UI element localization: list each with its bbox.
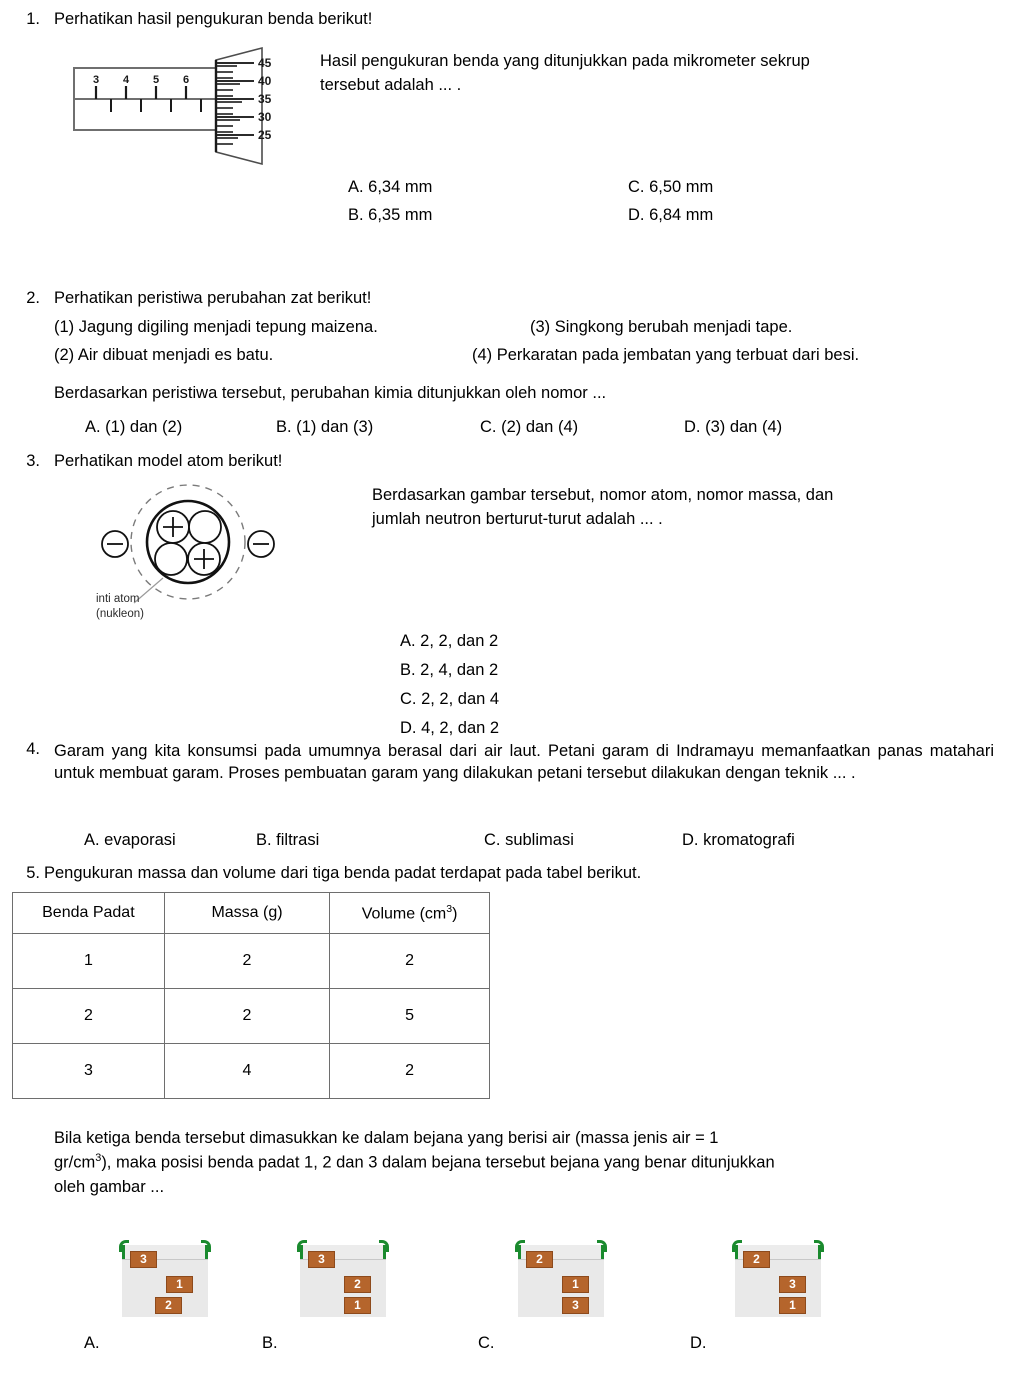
table-header-volume-close: ) [452, 905, 458, 923]
question-1-option-b[interactable]: B. 6,35 mm [348, 206, 433, 224]
beaker-lip-right [379, 1240, 389, 1252]
paragraph-rest: ), maka posisi benda padat 1, 2 dan 3 dalam bejana tersebut bejana yang benar ditunjukkan [101, 1153, 775, 1172]
question-2-item-2: (2) Air dibuat menjadi es batu. [54, 346, 274, 364]
question-1-option-c[interactable]: C. 6,50 mm [628, 178, 714, 196]
question-5-stem: Pengukuran massa dan volume dari tiga benda padat terdapat pada tabel berikut. [44, 864, 642, 882]
svg-text:5: 5 [152, 74, 160, 86]
question-3-option-b[interactable]: B. 2, 4, dan 2 [400, 661, 499, 679]
cell-volume-3: 2 [330, 1044, 490, 1099]
question-2-option-a[interactable]: A. (1) dan (2) [85, 418, 183, 436]
table-row [13, 934, 490, 989]
beaker-option-b[interactable] [300, 1245, 386, 1317]
cell-benda-3: 3 [13, 1044, 165, 1099]
question-2-option-c[interactable]: C. (2) dan (4) [480, 418, 579, 436]
question-4-option-d[interactable]: D. kromatografi [682, 831, 795, 849]
question-2-stem: Perhatikan peristiwa perubahan zat berikut! [54, 289, 372, 307]
atom-model-figure [88, 480, 298, 620]
question-4-option-b[interactable]: B. filtrasi [256, 831, 320, 849]
question-4-option-a[interactable]: A. evaporasi [84, 831, 176, 849]
neutron-icon [189, 511, 221, 543]
thimble-mark-25: 25 [258, 128, 272, 142]
beaker-lip-left [297, 1240, 307, 1252]
beaker-label-d: D. [690, 1334, 707, 1352]
svg-text:4: 4 [122, 74, 130, 86]
question-5-number: 5. [26, 864, 40, 882]
svg-text:3: 3 [92, 74, 100, 86]
question-3-prompt-line1: Berdasarkan gambar tersebut, nomor atom, nomor massa, dan [372, 486, 834, 504]
block-a-3: 2 [155, 1297, 182, 1314]
question-3-option-c[interactable]: C. 2, 2, dan 4 [400, 690, 500, 708]
beaker-label-a: A. [84, 1334, 100, 1352]
question-1-prompt-line1: Hasil pengukuran benda yang ditunjukkan pada mikrometer sekrup [320, 52, 810, 70]
beaker-lip-left [732, 1240, 742, 1252]
question-4-option-c[interactable]: C. sublimasi [484, 831, 574, 849]
question-4-number: 4. [26, 740, 40, 758]
question-3-option-a[interactable]: A. 2, 2, dan 2 [400, 632, 499, 650]
question-3-option-d[interactable]: D. 4, 2, dan 2 [400, 719, 500, 737]
cell-volume-2: 5 [330, 989, 490, 1044]
question-2-question: Berdasarkan peristiwa tersebut, perubahan kimia ditunjukkan oleh nomor ... [54, 384, 607, 402]
question-2-number: 2. [26, 289, 40, 307]
table-row [13, 1044, 490, 1099]
beaker-lip-left [515, 1240, 525, 1252]
cell-benda-2: 2 [13, 989, 165, 1044]
beaker-option-c[interactable] [518, 1245, 604, 1317]
table-header-volume-text: Volume (cm [361, 905, 447, 923]
beaker-lip-right [597, 1240, 607, 1252]
cell-benda-1: 1 [13, 934, 165, 989]
measurement-table [12, 892, 490, 1099]
micrometer-svg [70, 42, 300, 172]
block-c-3: 3 [562, 1297, 589, 1314]
question-1-option-a[interactable]: A. 6,34 mm [348, 178, 433, 196]
table-header-massa-text: Massa (g) [211, 904, 283, 921]
question-2-option-b[interactable]: B. (1) dan (3) [276, 418, 374, 436]
question-1-number: 1. [26, 10, 40, 28]
question-5-paragraph-line1: Bila ketiga benda tersebut dimasukkan ke dalam bejana yang berisi air (massa jenis air = 1 [54, 1129, 719, 1147]
block-a-1: 3 [130, 1251, 157, 1268]
question-3-prompt [372, 484, 1022, 532]
thimble-mark-35: 35 [258, 92, 272, 106]
question-3-number: 3. [26, 452, 40, 470]
question-3-stem: Perhatikan model atom berikut! [54, 452, 283, 470]
question-2-item-3: (3) Singkong berubah menjadi tape. [530, 318, 793, 336]
question-4-stem: Garam yang kita konsumsi pada umumnya berasal dari air laut. Petani garam di Indramayu memanfaatkan panas matahari untuk membuat garam. Proses pembuatan garam yang dilakukan petani tersebut dilakukan dengan teknik ... . [54, 742, 994, 783]
block-c-2: 1 [562, 1276, 589, 1293]
thimble-mark-45: 45 [258, 56, 272, 70]
table-header-volume [330, 893, 490, 934]
block-c-1: 2 [526, 1251, 553, 1268]
paragraph-grcm-sup: 3 [95, 1152, 102, 1165]
table-header-row [13, 893, 490, 934]
question-2-option-d[interactable]: D. (3) dan (4) [684, 418, 783, 436]
micrometer-figure [70, 42, 300, 172]
question-1-stem: Perhatikan hasil pengukuran benda berikut! [54, 10, 373, 28]
table-row [13, 989, 490, 1044]
cell-massa-2: 2 [164, 989, 329, 1044]
thimble-mark-30: 30 [258, 110, 272, 124]
question-5-paragraph-line2 [54, 1150, 1000, 1175]
atom-caption-line2: (nukleon) [96, 608, 144, 620]
cell-massa-1: 2 [164, 934, 329, 989]
beaker-label-c: C. [478, 1334, 495, 1352]
question-5-paragraph [54, 1126, 994, 1200]
table-header-benda-text: Benda Padat [42, 904, 135, 921]
block-b-3: 1 [344, 1297, 371, 1314]
block-d-2: 3 [779, 1276, 806, 1293]
atom-caption-line1: inti atom [96, 593, 140, 605]
question-5-paragraph-line3: oleh gambar ... [54, 1178, 165, 1197]
cell-volume-1: 2 [330, 934, 490, 989]
beaker-option-d[interactable] [735, 1245, 821, 1317]
thimble-mark-40: 40 [258, 74, 272, 88]
paragraph-grcm: gr/cm [54, 1153, 96, 1172]
beaker-label-b: B. [262, 1334, 278, 1352]
question-1-option-d[interactable]: D. 6,84 mm [628, 206, 714, 224]
table-header-volume-sup: 3 [446, 902, 453, 915]
question-2-item-1: (1) Jagung digiling menjadi tepung maizena. [54, 318, 378, 336]
beaker-lip-right [201, 1240, 211, 1252]
beaker-option-a[interactable] [122, 1245, 208, 1317]
table-header-benda [13, 893, 165, 934]
beaker-lip-left [119, 1240, 129, 1252]
svg-text:6: 6 [182, 74, 190, 86]
cell-massa-3: 4 [164, 1044, 329, 1099]
block-d-3: 1 [779, 1297, 806, 1314]
table-header-massa [164, 893, 329, 934]
beaker-lip-right [814, 1240, 824, 1252]
block-b-1: 3 [308, 1251, 335, 1268]
question-1-prompt-line2: tersebut adalah ... . [320, 75, 462, 94]
block-b-2: 2 [344, 1276, 371, 1293]
question-2-item-4: (4) Perkaratan pada jembatan yang terbuat dari besi. [472, 346, 860, 364]
question-1-prompt [320, 50, 1010, 98]
block-a-2: 1 [166, 1276, 193, 1293]
neutron-icon [155, 543, 187, 575]
block-d-1: 2 [743, 1251, 770, 1268]
question-3-prompt-line2: jumlah neutron berturut-turut adalah ... . [372, 509, 663, 528]
